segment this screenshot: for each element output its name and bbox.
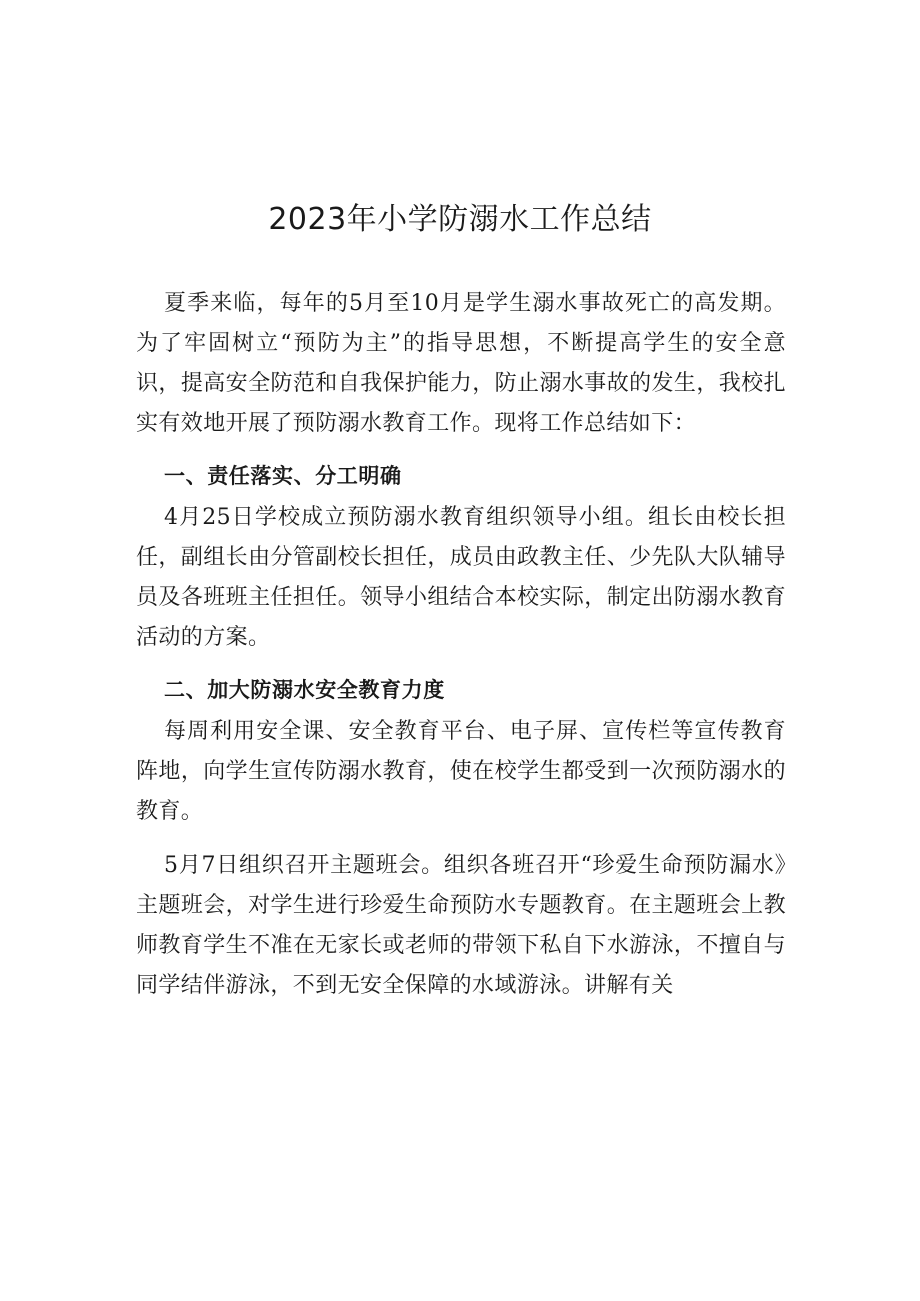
section-2-paragraph-1: 每周利用安全课、安全教育平台、电子屏、宣传栏等宣传教育阵地，向学生宣传防溺水教育，使在校学生都受到一次预防溺水的教育。 (136, 719, 786, 824)
document-title: 2023年小学防溺水工作总结 (268, 202, 652, 237)
section-heading-2: 二、加大防溺水安全教育力度 (164, 678, 445, 702)
document-body (136, 284, 786, 1006)
section-heading-1: 一、责任落实、分工明确 (164, 464, 402, 488)
section-1-paragraph-1: 4月25日学校成立预防溺水教育组织领导小组。组长由校长担任，副组长由分管副校长担任，成员由政教主任、少先队大队辅导员及各班班主任担任。领导小组结合本校实际，制定出防溺水教育活动的方案。 (136, 505, 786, 650)
section-2-paragraph-2: 5月7日组织召开主题班会。组织各班召开“珍爱生命预防漏水》主题班会，对学生进行珍爱生命预防水专题教育。在主题班会上教师教育学生不准在无家长或老师的带领下私自下水游泳，不擅自与同学结伴游泳，不到无安全保障的水域游泳。讲解有关 (136, 853, 786, 998)
intro-paragraph: 夏季来临，每年的5月至10月是学生溺水事故死亡的高发期。为了牢固树立“预防为主”的指导思想，不断提高学生的安全意识，提高安全防范和自我保护能力，防止溺水事故的发生，我校扎实有效地开展了预防溺水教育工作。现将工作总结如下： (136, 291, 786, 436)
